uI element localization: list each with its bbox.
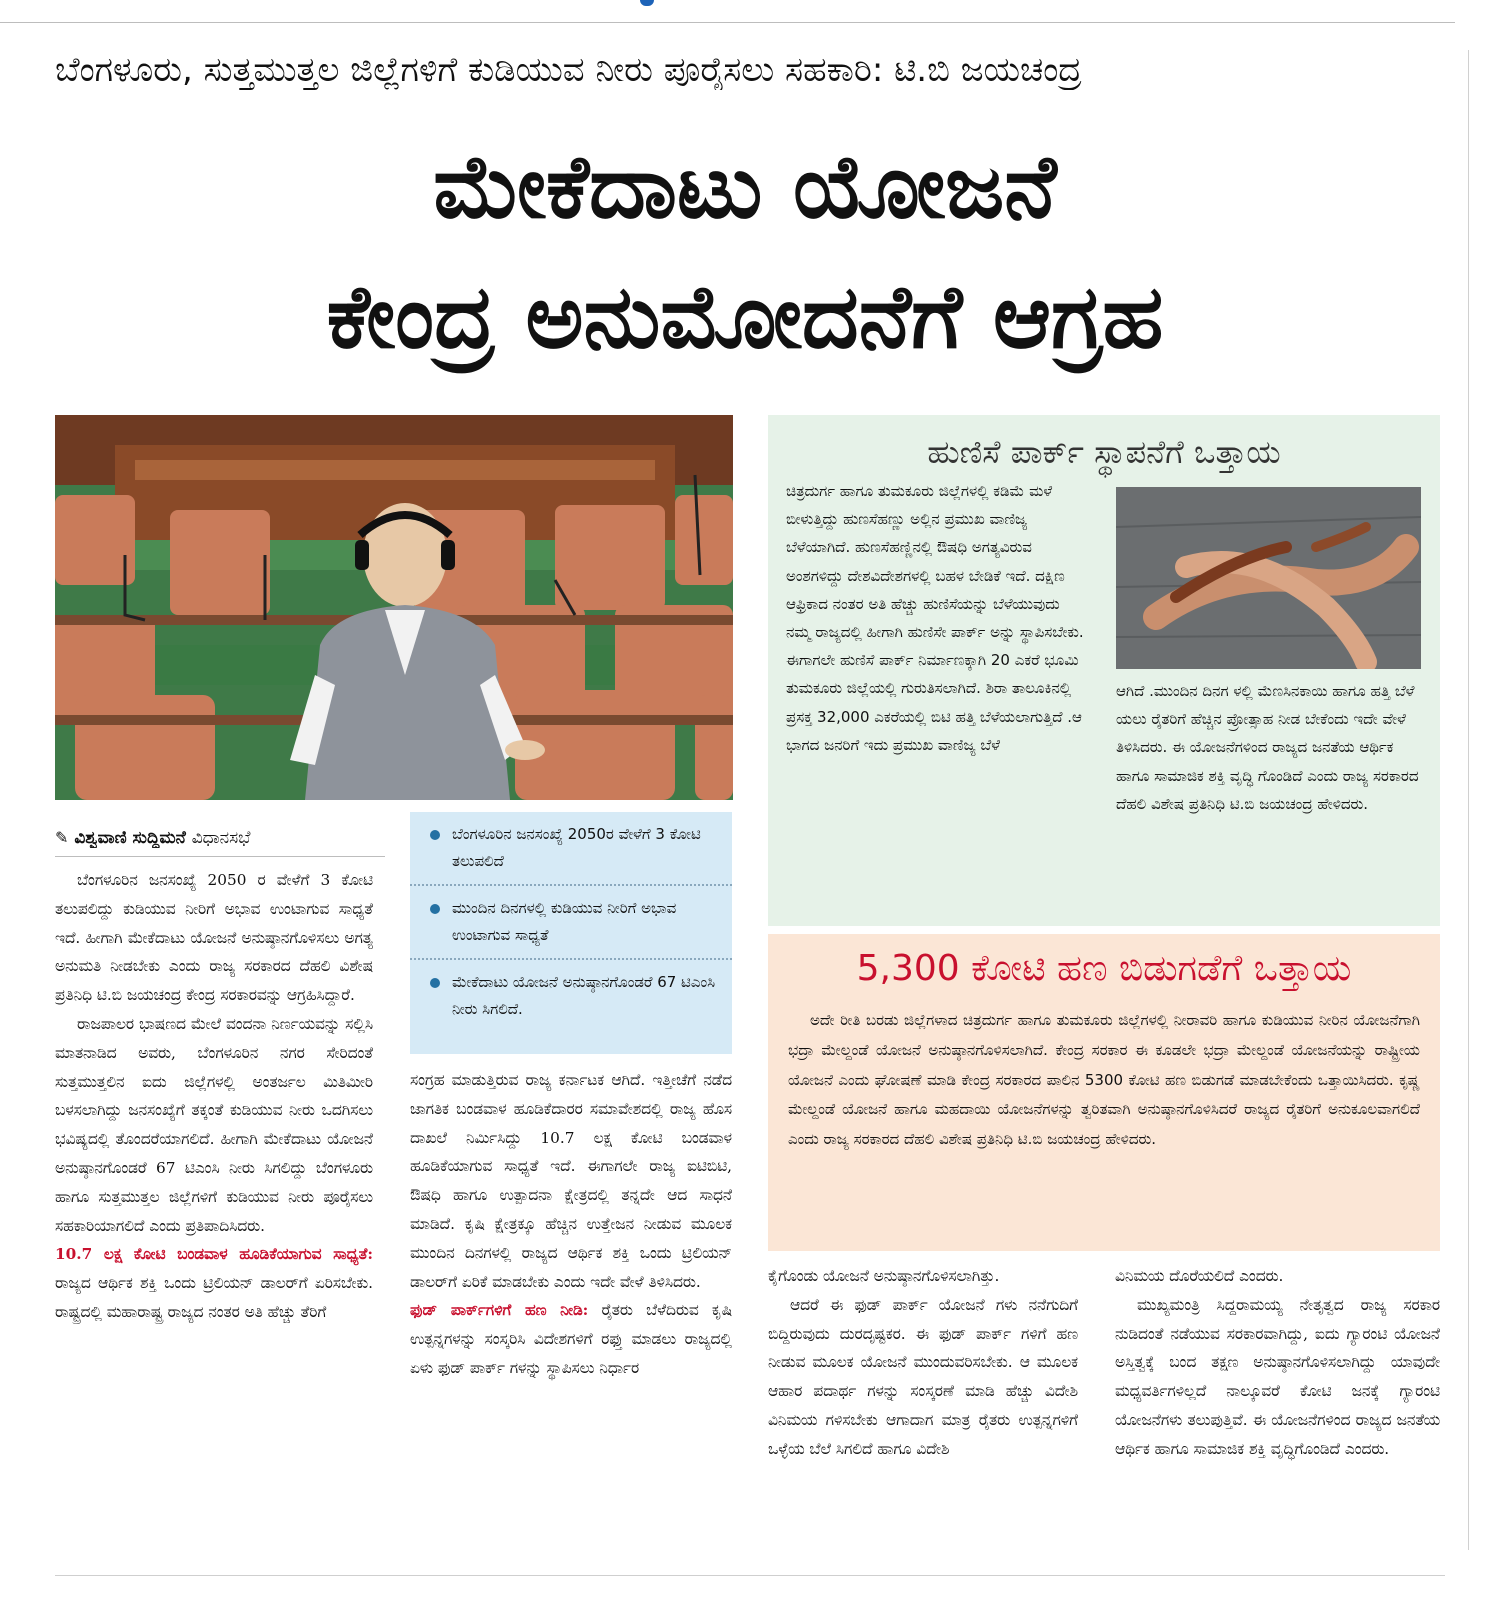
article-column-2 [410, 1066, 732, 1556]
subhead: ಫುಡ್ ಪಾರ್ಕ್‌ಗಳಿಗೆ ಹಣ ನೀಡಿ: [410, 1301, 589, 1320]
bullet-icon [430, 978, 440, 988]
headline-line-2: ಕೇಂದ್ರ ಅನುಮೋದನೆಗೆ ಆಗ್ರಹ [326, 265, 1164, 368]
box-title: ಹುಣಿಸೆ ಪಾರ್ಕ್ ಸ್ಥಾಪನೆಗೆ ಒತ್ತಾಯ [927, 433, 1281, 471]
article-column-4 [1115, 1262, 1440, 1556]
byline-rule [55, 856, 385, 857]
bottom-rule [55, 1575, 1445, 1576]
kicker: ಬೆಂಗಳೂರು, ಸುತ್ತಮುತ್ತಲ ಜಿಲ್ಲೆಗಳಿಗೆ ಕುಡಿಯುವ ನೀರು ಪೂರೈಸಲು ಸಹಕಾರಿ: ಟಿ.ಬಿ ಜಯಚಂದ್ರ [55, 50, 1082, 90]
paragraph: ಆದರೆ ಈ ಫುಡ್ ಪಾರ್ಕ್ ಯೋಜನೆ ಗಳು ನನೆಗುದಿಗೆ ಬಿದ್ದಿರುವುದು ದುರದೃಷ್ಟಕರ. ಈ ಫುಡ್ ಪಾರ್ಕ್ ಗಳಿಗೆ ಹಣ ನೀಡುವ ಮೂಲಕ ಯೋಜನೆ ಮುಂದುವರಿಸಬೇಕು. ಆ ಮೂಲಕ ಆಹಾರ ಪದಾರ್ಥ ಗಳನ್ನು ಸಂಸ್ಕರಣೆ ಮಾಡಿ ಹೆಚ್ಚು ವಿದೇಶಿ ವಿನಿಮಯ ಗಳಿಸಬೇಕು ಆಗಾದಾಗ ಮಾತ್ರ ರೈತರು ಉತ್ಪನ್ನಗಳಿಗೆ ಒಳ್ಳೆಯ ಬೆಲೆ ಸಿಗಲಿದೆ ಹಾಗೂ ವಿದೇಶಿ [768, 1295, 1078, 1458]
tamarind-park-box [768, 415, 1440, 926]
article-column-1 [55, 866, 373, 1556]
top-rule [0, 22, 1455, 23]
byline-name: ವಿಶ್ವವಾಣಿ ಸುದ್ದಿಮನೆ [74, 828, 186, 848]
tamarind-photo [1116, 487, 1421, 669]
paragraph: ಅದೇ ರೀತಿ ಬರಡು ಜಿಲ್ಲೆಗಳಾದ ಚಿತ್ರದುರ್ಗ ಹಾಗೂ ತುಮಕೂರು ಜಿಲ್ಲೆಗಳಲ್ಲಿ ನೀರಾವರಿ ಹಾಗೂ ಕುಡಿಯುವ ನೀರಿನ ಯೋಜನೆಗಾಗಿ ಭದ್ರಾ ಮೇಲ್ದಂಡೆ ಯೋಜನೆ ಅನುಷ್ಠಾನಗೊಳಿಸಲಾಗಿದೆ. ಕೇಂದ್ರ ಸರಕಾರ ಈ ಕೂಡಲೇ ಭದ್ರಾ ಮೇಲ್ದಂಡೆ ಯೋಜನೆಯನ್ನು ರಾಷ್ಟ್ರೀಯ ಯೋಜನೆ ಎಂದು ಘೋಷಣೆ ಮಾಡಿ ಕೇಂದ್ರ ಸರಕಾರದ ಪಾಲಿನ 5300 ಕೋಟಿ ಹಣ ಬಿಡುಗಡೆ ಮಾಡಬೇಕೆಂದು ಒತ್ತಾಯಿಸಿದರು. ಕೃಷ್ಣ ಮೇಲ್ದಂಡೆ ಯೋಜನೆ ಹಾಗೂ ಮಹದಾಯಿ ಯೋಜನೆಗಳನ್ನು ತ್ವರಿತವಾಗಿ ಅನುಷ್ಠಾನಗೊಳಿಸಿದರೆ ರಾಜ್ಯದ ರೈತರಿಗೆ ಅನುಕೂಲವಾಗಲಿದೆ ಎಂದು ರಾಜ್ಯ ಸರಕಾರದ ದೆಹಲಿ ವಿಶೇಷ ಪ್ರತಿನಿಧಿ ಟಿ.ಬಿ ಜಯಚಂದ್ರ ಹೇಳಿದರು. [788, 1011, 1420, 1149]
highlight-item: ಬೆಂಗಳೂರಿನ ಜನಸಂಖ್ಯೆ 2050ರ ವೇಳೆಗೆ 3 ಕೋಟಿ ತಲುಪಲಿದೆ [410, 812, 732, 886]
funds-release-box [768, 934, 1440, 1251]
paragraph: ಸಂಗ್ರಹ ಮಾಡುತ್ತಿರುವ ರಾಜ್ಯ ಕರ್ನಾಟಕ ಆಗಿದೆ. ಇತ್ತೀಚೆಗೆ ನಡೆದ ಜಾಗತಿಕ ಬಂಡವಾಳ ಹೂಡಿಕೆದಾರರ ಸಮಾವೇಶದಲ್ಲಿ ರಾಜ್ಯ ಹೊಸ ದಾಖಲೆ ನಿರ್ಮಿಸಿದ್ದು 10.7 ಲಕ್ಷ ಕೋಟಿ ಬಂಡವಾಳ ಹೂಡಿಕೆಯಾಗುವ ಸಾಧ್ಯತೆ ಇದೆ. ಈಗಾಗಲೇ ರಾಜ್ಯ ಐಟಿಬಿಟಿ, ಔಷಧಿ ಹಾಗೂ ಉತ್ಪಾದನಾ ಕ್ಷೇತ್ರದಲ್ಲಿ ತನ್ನದೇ ಆದ ಸಾಧನೆ ಮಾಡಿದೆ. ಕೃಷಿ ಕ್ಷೇತ್ರಕ್ಕೂ ಹೆಚ್ಚಿನ ಉತ್ತೇಜನ ನೀಡುವ ಮೂಲಕ ಮುಂದಿನ ದಿನಗಳಲ್ಲಿ ರಾಜ್ಯದ ಆರ್ಥಿಕ ಶಕ್ತಿ ಒಂದು ಟ್ರಿಲಿಯನ್ ಡಾಲರ್‌ಗೆ ಏರಿಕೆ ಮಾಡಬೇಕು ಎಂದು ಇದೇ ವೇಳೆ ತಿಳಿಸಿದರು. [410, 1071, 732, 1291]
paragraph: ಕೈಗೊಂಡು ಯೋಜನೆ ಅನುಷ್ಠಾನಗೊಳಿಸಲಾಗಿತ್ತು. [768, 1267, 1000, 1285]
paragraph: ಫುಡ್ ಪಾರ್ಕ್‌ಗಳಿಗೆ ಹಣ ನೀಡಿ: ರೈತರು ಬೆಳೆದಿರುವ ಕೃಷಿ ಉತ್ಪನ್ನಗಳನ್ನು ಸಂಸ್ಕರಿಸಿ ವಿದೇಶಗಳಿಗೆ ರಫ್ತು ಮಾಡಲು ರಾಜ್ಯದಲ್ಲಿ ಏಳು ಫುಡ್ ಪಾರ್ಕ್ ಗಳನ್ನು ಸ್ಥಾಪಿಸಲು ನಿರ್ಧಾರ [410, 1301, 732, 1377]
assembly-photo [55, 415, 733, 800]
top-tab-marker [640, 0, 654, 6]
bullet-icon [430, 830, 440, 840]
byline-location: ವಿಧಾನಸಭೆ [191, 828, 251, 848]
article-column-3 [768, 1262, 1078, 1556]
highlight-item: ಮುಂದಿನ ದಿನಗಳಲ್ಲಿ ಕುಡಿಯುವ ನೀರಿಗೆ ಅಭಾವ ಉಂಟಾಗುವ ಸಾಧ್ಯತೆ [410, 886, 732, 960]
box-title: 5,300 ಕೋಟಿ ಹಣ ಬಿಡುಗಡೆಗೆ ಒತ್ತಾಯ [856, 948, 1352, 989]
box-text [788, 1006, 1420, 1241]
byline [55, 828, 405, 848]
paragraph: ವಿನಿಮಯ ದೊರೆಯಲಿದೆ ಎಂದರು. [1115, 1267, 1284, 1285]
paragraph: 10.7 ಲಕ್ಷ ಕೋಟಿ ಬಂಡವಾಳ ಹೂಡಿಕೆಯಾಗುವ ಸಾಧ್ಯತೆ: ರಾಜ್ಯದ ಆರ್ಥಿಕ ಶಕ್ತಿ ಒಂದು ಟ್ರಿಲಿಯನ್ ಡಾಲರ್‌ಗೆ ಏರಿಸಬೇಕು. ರಾಷ್ಟ್ರದಲ್ಲಿ ಮಹಾರಾಷ್ಟ್ರ ರಾಜ್ಯದ ನಂತರ ಅತಿ ಹೆಚ್ಚು ತೆರಿಗೆ [55, 1245, 373, 1321]
highlights-box [410, 812, 732, 1054]
highlight-item: ಮೇಕೆದಾಟು ಯೋಜನೆ ಅನುಷ್ಠಾನಗೊಂಡರೆ 67 ಟಿಎಂಸಿ ನೀರು ಸಿಗಲಿದೆ. [410, 960, 732, 1032]
right-column-rule [1468, 50, 1469, 1550]
reporter-icon: ✎ [55, 828, 69, 847]
bullet-icon [430, 904, 440, 914]
headline-line-1: ಮೇಕೆದಾಟು ಯೋಜನೆ [433, 135, 1057, 238]
paragraph: ಬೆಂಗಳೂರಿನ ಜನಸಂಖ್ಯೆ 2050 ರ ವೇಳೆಗೆ 3 ಕೋಟಿ ತಲುಪಲಿದ್ದು ಕುಡಿಯುವ ನೀರಿಗೆ ಅಭಾವ ಉಂಟಾಗುವ ಸಾಧ್ಯತೆ ಇದೆ. ಹೀಗಾಗಿ ಮೇಕೆದಾಟು ಯೋಜನೆ ಅನುಷ್ಠಾನಗೊಳಿಸಲು ಅಗತ್ಯ ಅನುಮತಿ ನೀಡಬೇಕು ಎಂದು ರಾಜ್ಯ ಸರಕಾರದ ದೆಹಲಿ ವಿಶೇಷ ಪ್ರತಿನಿಧಿ ಟಿ.ಬಿ ಜಯಚಂದ್ರ ಕೇಂದ್ರ ಸರಕಾರವನ್ನು ಆಗ್ರಹಿಸಿದ್ದಾರೆ. [55, 871, 373, 1005]
paragraph: ರಾಜಪಾಲರ ಭಾಷಣದ ಮೇಲೆ ವಂದನಾ ನಿರ್ಣಯವನ್ನು ಸಲ್ಲಿಸಿ ಮಾತನಾಡಿದ ಅವರು, ಬೆಂಗಳೂರಿನ ನಗರ ಸೇರಿದಂತೆ ಸುತ್ತಮುತ್ತಲಿನ ಐದು ಜಿಲ್ಲೆಗಳಲ್ಲಿ ಅಂತರ್ಜಲ ಮಿತಿಮೀರಿ ಬಳಸಲಾಗಿದ್ದು ಜನಸಂಖ್ಯೆಗೆ ತಕ್ಕಂತೆ ಕುಡಿಯುವ ನೀರು ಒದಗಿಸಲು ಭವಿಷ್ಯದಲ್ಲಿ ತೊಂದರೆಯಾಗಲಿದೆ. ಹೀಗಾಗಿ ಮೇಕೆದಾಟು ಯೋಜನೆ ಅನುಷ್ಠಾನಗೊಂಡರೆ 67 ಟಿಎಂಸಿ ನೀರು ಸಿಗಲಿದ್ದು ಬೆಂಗಳೂರು ಹಾಗೂ ಸುತ್ತಮುತ್ತಲ ಜಿಲ್ಲೆಗಳಿಗೆ ಕುಡಿಯುವ ನೀರು ಪೂರೈಸಲು ಸಹಕಾರಿಯಾಗಲಿದೆ ಎಂದು ಪ್ರತಿಪಾದಿಸಿದರು. [55, 1014, 373, 1235]
subhead: 10.7 ಲಕ್ಷ ಕೋಟಿ ಬಂಡವಾಳ ಹೂಡಿಕೆಯಾಗುವ ಸಾಧ್ಯತೆ: [55, 1245, 373, 1264]
paragraph: ಮುಖ್ಯಮಂತ್ರಿ ಸಿದ್ದರಾಮಯ್ಯ ನೇತೃತ್ವದ ರಾಜ್ಯ ಸರಕಾರ ನುಡಿದಂತೆ ನಡೆಯುವ ಸರಕಾರವಾಗಿದ್ದು, ಐದು ಗ್ಯಾರಂಟಿ ಯೋಜನೆ ಅಸ್ತಿತ್ವಕ್ಕೆ ಬಂದ ತಕ್ಷಣ ಅನುಷ್ಠಾನಗೊಳಿಸಲಾಗಿದ್ದು ಯಾವುದೇ ಮಧ್ಯವರ್ತಿಗಳಿಲ್ಲದೆ ನಾಲ್ಕೂವರೆ ಕೋಟಿ ಜನಕ್ಕೆ ಗ್ಯಾರಂಟಿ ಯೋಜನೆಗಳು ತಲುಪುತ್ತಿವೆ. ಈ ಯೋಜನೆಗಳಿಂದ ರಾಜ್ಯದ ಜನತೆಯ ಆರ್ಥಿಕ ಹಾಗೂ ಸಾಮಾಜಿಕ ಶಕ್ತಿ ವೃದ್ಧಿಗೊಂಡಿದೆ ಎಂದರು. [1115, 1295, 1440, 1458]
box-text-left: ಚಿತ್ರದುರ್ಗ ಹಾಗೂ ತುಮಕೂರು ಜಿಲ್ಲೆಗಳಲ್ಲಿ ಕಡಿಮೆ ಮಳೆ ಬೀಳುತ್ತಿದ್ದು ಹುಣಸೆಹಣ್ಣು ಅಲ್ಲಿನ ಪ್ರಮುಖ ವಾಣಿಜ್ಯ ಬೆಳೆಯಾಗಿದೆ. ಹುಣಸೆಹಣ್ಣಿನಲ್ಲಿ ಔಷಧಿ ಅಗತ್ಯವಿರುವ ಅಂಶಗಳಿದ್ದು ದೇಶವಿದೇಶಗಳಲ್ಲಿ ಬಹಳ ಬೇಡಿಕೆ ಇದೆ. ದಕ್ಷಿಣ ಆಫ್ರಿಕಾದ ನಂತರ ಅತಿ ಹೆಚ್ಚು ಹುಣಿಸೆಯನ್ನು ಬೆಳೆಯುವುದು ನಮ್ಮ ರಾಜ್ಯದಲ್ಲಿ ಹೀಗಾಗಿ ಹುಣಿಸೇ ಪಾರ್ಕ್ ಅನ್ನು ಸ್ಥಾಪಿಸಬೇಕು. ಈಗಾಗಲೇ ಹುಣಿಸೆ ಪಾರ್ಕ್ ನಿರ್ಮಾಣಕ್ಕಾಗಿ 20 ಎಕರೆ ಭೂಮಿ ತುಮಕೂರು ಜಿಲ್ಲೆಯಲ್ಲಿ ಗುರುತಿಸಲಾಗಿದೆ. ಶಿರಾ ತಾಲೂಕಿನಲ್ಲಿ ಪ್ರಸಕ್ತ 32,000 ಎಕರೆಯಲ್ಲಿ ಬಿಟಿ ಹತ್ತಿ ಬೆಳೆಯಲಾಗುತ್ತಿದೆ .ಆ ಭಾಗದ ಜನರಿಗೆ ಇದು ಪ್ರಮುಖ ವಾಣಿಜ್ಯ ಬೆಳೆ [786, 482, 1084, 754]
box-text-right: ಆಗಿದೆ .ಮುಂದಿನ ದಿನಗ ಳಲ್ಲಿ ಮೆಣಸಿನಕಾಯಿ ಹಾಗೂ ಹತ್ತಿ ಬೆಳೆ ಯಲು ರೈತರಿಗೆ ಹೆಚ್ಚಿನ ಪ್ರೋತ್ಸಾಹ ನೀಡ ಬೇಕೆಂದು ಇದೇ ವೇಳೆ ತಿಳಿಸಿದರು. ಈ ಯೋಜನೆಗಳಿಂದ ರಾಜ್ಯದ ಜನತೆಯ ಆರ್ಥಿಕ ಹಾಗೂ ಸಾಮಾಜಿಕ ಶಕ್ತಿ ವೃದ್ಧಿ ಗೊಂಡಿದೆ ಎಂದು ರಾಜ್ಯ ಸರಕಾರದ ದೆಹಲಿ ವಿಶೇಷ ಪ್ರತಿನಿಧಿ ಟಿ.ಬಿ ಜಯಚಂದ್ರ ಹೇಳಿದರು. [1116, 682, 1419, 813]
